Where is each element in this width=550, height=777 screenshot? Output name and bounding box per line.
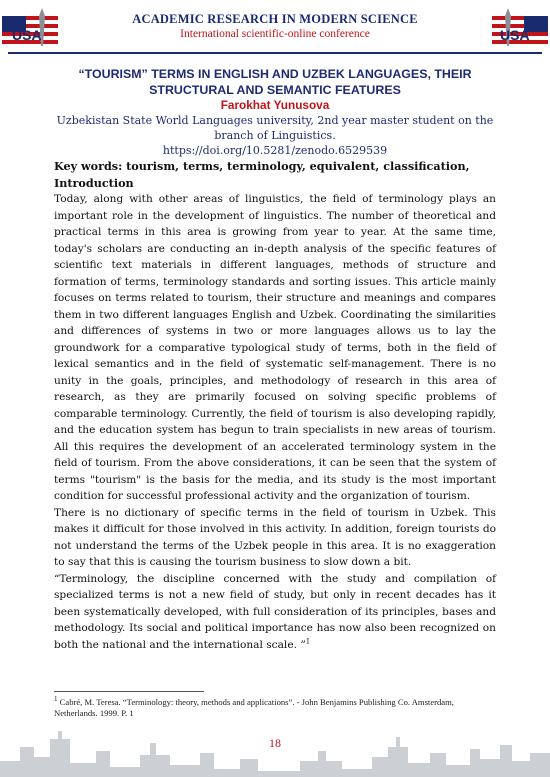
footnote-separator (54, 691, 204, 692)
footnote (54, 697, 496, 719)
svg-text:USA: USA (500, 27, 530, 43)
footnote-marker[interactable]: 1 (305, 636, 311, 645)
conference-header (0, 0, 550, 52)
keywords-line: Key words: tourism, terms, terminology, equivalent, classification, (54, 159, 470, 173)
author-affiliation: Uzbekistan State World Languages university, 2nd year master student on the branch of Linguistics. (56, 114, 494, 142)
usa-flag-logo-left (2, 6, 58, 50)
quote-text: “Terminology, the discipline concerned with the study and compilation of specialized terms is not a new field of study, but only in recent decades has it been systematically developed, with full consideration of its principles, bases and methodology. Its social and political importance has now also been recognized on both the national and the international scale. ” (54, 572, 496, 651)
body-paragraph-quote (54, 571, 496, 654)
article-body (54, 66, 496, 653)
body-paragraph: There is no dictionary of specific terms in the field of tourism in Uzbek. This makes it difficult for those involved in this activity. In addition, foreign tourists do not understand the terms of the Uzbek people in this area. It is no exaggeration to say that this is causing the tourism business to slow down a bit. (54, 506, 496, 568)
article-title: “TOURISM” TERMS IN ENGLISH AND UZBEK LANGUAGES, THEIR STRUCTURAL AND SEMANTIC FEATURES (78, 67, 472, 97)
author-name: Farokhat Yunusova (220, 98, 330, 112)
footnote-number: 1 (54, 695, 58, 704)
section-heading-introduction: Introduction (54, 175, 134, 190)
body-paragraph: Today, along with other areas of linguistics, the field of terminology plays an important role in the development of linguistics. The number of theoretical and practical terms in this area is growing from year to year. At the same time, today's scholars are conducting an in-depth analysis of the specific features of scientific text materials in different languages, methods of structure and formation of terms, terminology standards and sorting issues. This article mainly focuses on terms related to tourism, their structure and meanings and compares them in two different languages English and Uzbek. Coordinating the similarities and differences of systems in two or more languages allows us to lay the groundwork for a comparative typological study of terms, both in the field of lexical semantics and in the field of systematic self-management. There is no unity in the goals, principles, and methodology of research in this area of research, as they are primarily focused on solving specific problems of comparable terminology. Currently, the field of tourism is also developing rapidly, and the education system has begun to train specialists in new areas of tourism. All this requires the development of an accelerated terminology system in the field of tourism. From the above considerations, it can be seen that the system of terms "tourism" is the basis for the media, and its study is the most important condition for successful professional activity and the organization of tourism. (54, 193, 496, 502)
page-number: 18 (269, 736, 281, 750)
usa-flag-logo-right (492, 6, 548, 50)
conference-subtitle: International scientific-online conference (180, 28, 370, 40)
svg-text:USA: USA (12, 27, 42, 43)
footnote-text: Cabré, M. Teresa. “Terminology: theory, methods and applications”. - John Benjamins Publishing Co. Amsterdam, Netherlands. 1999. P. 1 (54, 697, 454, 718)
conference-title: ACADEMIC RESEARCH IN MODERN SCIENCE (132, 12, 418, 26)
header-divider (8, 52, 542, 54)
doi-link[interactable]: https://doi.org/10.5281/zenodo.6529539 (162, 144, 388, 157)
